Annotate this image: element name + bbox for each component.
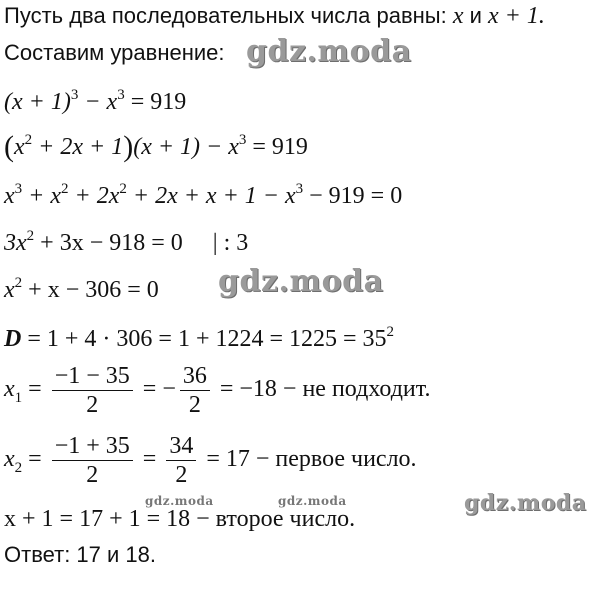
intro-x-plus-one: x + 1.	[488, 3, 545, 29]
equation-9	[4, 505, 355, 533]
eq3-e4: 3	[295, 181, 304, 197]
equation-7: $x_1$ = $\frac{-1 - 35}{2}$ = − $\frac{36}{2}$ = −18 − не подходит.	[4, 363, 431, 418]
eq3-e3: 2	[119, 181, 127, 197]
equation-4	[4, 229, 248, 257]
eq7-num2: 36	[180, 362, 210, 391]
eq8-den1: 2	[86, 462, 99, 488]
eq8-rhs: = 17 − первое число.	[200, 446, 417, 473]
eq3-t3: + 2x	[68, 183, 120, 209]
eq3-rhs: − 919 = 0	[303, 183, 403, 209]
watermark-3: gdz.moda	[145, 494, 214, 508]
equation-6	[4, 325, 394, 353]
eq5-t1: x	[4, 277, 15, 303]
eq6-d: D	[4, 326, 22, 352]
eq1-exp1: 3	[70, 87, 79, 103]
eq1-rhs: = 919	[124, 89, 187, 115]
eq3-t4: + 2x + x + 1 − x	[126, 183, 296, 209]
watermark-4: gdz.moda	[278, 494, 347, 508]
eq8-var: x	[4, 446, 15, 473]
equation-5	[4, 276, 159, 304]
eq7-num1: −1 − 35	[52, 362, 133, 391]
eq2-rhs: = 919	[246, 134, 308, 160]
eq8-frac1	[52, 432, 133, 489]
eq3-e2: 2	[61, 181, 69, 197]
eq7-frac2	[180, 362, 210, 419]
eq8-mid: =	[136, 446, 163, 473]
eq1-exp2: 3	[117, 87, 125, 103]
eq7-frac1	[52, 362, 133, 419]
equation-3	[4, 182, 402, 210]
intro-x: x	[452, 3, 464, 29]
eq8-sub: 2	[14, 460, 23, 477]
eq6-rhs: = 1 + 4 · 306 = 1 + 1224 = 1225 = 35	[21, 326, 387, 352]
eq2-e1: 2	[24, 132, 33, 148]
intro-and: и	[463, 3, 489, 28]
eq8-mid0: =	[22, 446, 48, 473]
compose-text: Составим уравнение:	[4, 40, 225, 65]
eq6-e1: 2	[386, 324, 395, 340]
eq9-text: x + 1 = 17 + 1 = 18 − второе число.	[4, 506, 356, 532]
eq4-t1: 3x	[4, 230, 27, 256]
eq2-e3: 3	[238, 132, 247, 148]
eq2-p2: + 2x + 1	[32, 134, 124, 160]
eq2-p1: x	[14, 134, 25, 160]
eq3-t1: x	[4, 183, 15, 209]
eq1-lhs: (x + 1)	[4, 89, 71, 115]
eq4-e1: 2	[26, 228, 35, 244]
eq8-den2: 2	[175, 462, 188, 488]
intro-line	[4, 2, 545, 30]
eq8-num2: 34	[166, 432, 196, 461]
eq8-num1: −1 + 35	[52, 432, 133, 461]
eq3-e1: 3	[14, 181, 23, 197]
watermark-2: gdz.moda	[218, 264, 384, 299]
answer-line	[4, 541, 156, 569]
eq7-rhs: = −18 − не подходит.	[213, 376, 431, 403]
equation-2: $(x^2 + 2x + 1)(x + 1) - x^3 = 919$	[4, 130, 308, 163]
answer-text: Ответ: 17 и 18.	[4, 542, 157, 567]
eq5-rhs: + x − 306 = 0	[22, 277, 159, 303]
equation-8	[4, 432, 417, 489]
eq5-e1: 2	[14, 275, 23, 291]
compose-line	[4, 39, 224, 67]
eq7-mid: = −	[136, 376, 176, 403]
eq7-var: x	[4, 376, 15, 403]
eq8-frac2	[166, 432, 196, 489]
watermark-1: gdz.moda	[246, 34, 412, 69]
intro-text: Пусть два последовательных числа равны:	[4, 3, 453, 28]
eq4-rhs: + 3x − 918 = 0 | : 3	[34, 230, 249, 256]
watermark-5: gdz.moda	[464, 490, 587, 516]
eq7-den2: 2	[188, 392, 201, 418]
eq7-sub: 1	[14, 390, 23, 407]
eq1-mid: − x	[78, 89, 118, 115]
equation-1	[4, 88, 186, 116]
eq3-t2: + x	[22, 183, 62, 209]
eq2-p3: (x + 1) − x	[133, 134, 239, 160]
eq7-den1: 2	[86, 392, 99, 418]
